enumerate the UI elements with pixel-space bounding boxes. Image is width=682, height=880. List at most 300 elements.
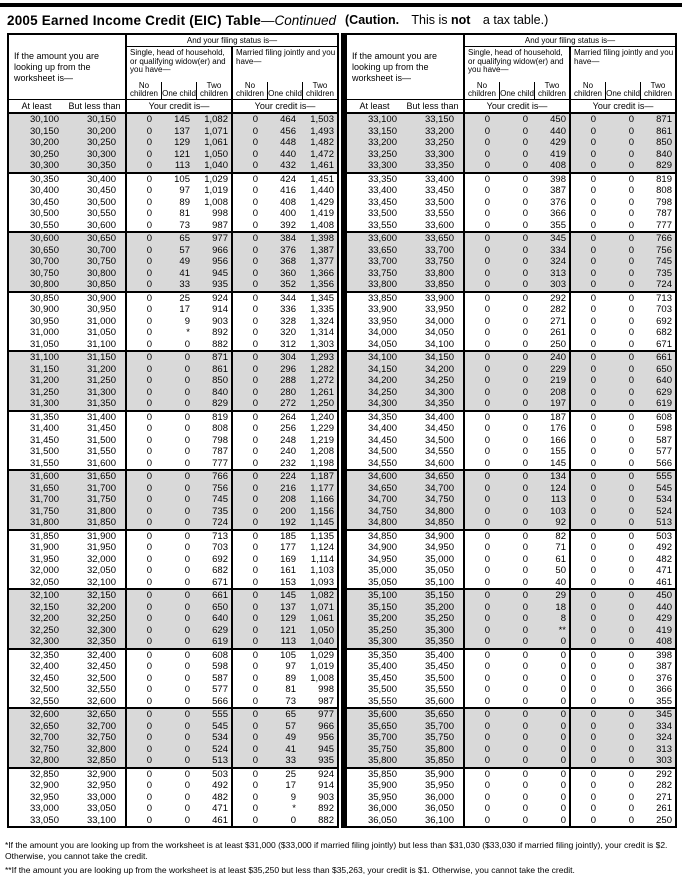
- table-row: [9, 423, 337, 435]
- table-cell: 272: [280, 398, 296, 409]
- table-cell: 33,600: [424, 219, 454, 231]
- table-cell: 31,450: [86, 423, 116, 434]
- table-cell: 35,600: [424, 695, 454, 707]
- table-cell: 1,408: [310, 219, 334, 231]
- table-cell: 0: [522, 636, 528, 647]
- table-cell: 0: [560, 780, 566, 791]
- table-cell: 32,250: [86, 613, 116, 624]
- table-cell: 376: [656, 672, 672, 684]
- table-cell: 0: [463, 435, 499, 447]
- table-cell: 29: [555, 590, 566, 601]
- your-credit-label: Your credit is—: [231, 100, 337, 112]
- table-cell: 0: [463, 565, 499, 577]
- table-cell: 545: [656, 482, 672, 494]
- table-cell: 0: [628, 457, 634, 469]
- table-cell: 0: [463, 208, 499, 220]
- table-cell: 31,600: [86, 457, 116, 469]
- table-cell: 0: [522, 743, 528, 755]
- table-cell: 0: [125, 245, 161, 257]
- table-cell: 31,550: [29, 457, 59, 469]
- table-row: [347, 304, 675, 316]
- table-cell: 1,240: [310, 411, 334, 423]
- married-group-header: Married filing jointly and you have— No children One child Two children: [231, 47, 337, 99]
- table-cell: 30,550: [29, 219, 59, 231]
- table-row: [347, 435, 675, 447]
- table-cell: 32,700: [29, 732, 59, 743]
- table-row: [347, 755, 675, 767]
- table-cell: 0: [628, 434, 634, 446]
- table-row: [9, 160, 337, 172]
- table-cell: 0: [125, 650, 161, 662]
- table-cell: 0: [463, 769, 499, 781]
- table-cell: 1,040: [204, 160, 228, 171]
- table-cell: 216: [280, 482, 296, 494]
- table-cell: 0: [522, 446, 528, 457]
- table-cell: 0: [231, 590, 267, 602]
- row-group: [347, 410, 675, 470]
- table-cell: 0: [231, 696, 267, 708]
- row-group: [9, 648, 337, 708]
- table-cell: 0: [184, 624, 190, 636]
- table-cell: 1,050: [204, 148, 228, 160]
- table-cell: 30,950: [86, 304, 116, 315]
- table-cell: 145: [280, 590, 296, 601]
- table-row: [9, 364, 337, 376]
- table-cell: 32,800: [86, 743, 116, 755]
- subheader-row: [347, 99, 675, 114]
- table-cell: 513: [212, 755, 228, 766]
- table-cell: 0: [231, 220, 267, 232]
- table-cell: 0: [463, 446, 499, 458]
- table-cell: 0: [463, 531, 499, 543]
- table-cell: 30,400: [29, 185, 59, 196]
- table-cell: 945: [212, 267, 228, 279]
- table-cell: 945: [318, 743, 334, 755]
- table-cell: 0: [628, 423, 634, 434]
- table-cell: 31,200: [29, 375, 59, 386]
- table-cell: 345: [550, 233, 566, 244]
- table-cell: 34,450: [424, 423, 454, 434]
- table-cell: 0: [463, 577, 499, 589]
- table-cell: 0: [569, 506, 605, 518]
- your-credit-label: Your credit is—: [463, 100, 569, 112]
- table-cell: 0: [560, 672, 566, 684]
- table-cell: 0: [125, 517, 161, 529]
- table-cell: 0: [231, 208, 267, 220]
- table-cell: 33,400: [367, 185, 397, 196]
- row-group: [347, 588, 675, 648]
- table-cell: 0: [125, 233, 161, 245]
- table-cell: 724: [656, 279, 672, 290]
- table-cell: 861: [656, 125, 672, 137]
- table-cell: 0: [569, 220, 605, 232]
- table-cell: 32,750: [29, 743, 59, 755]
- table-cell: 0: [628, 601, 634, 613]
- table-cell: 1,124: [310, 542, 334, 553]
- table-cell: 33,100: [367, 114, 397, 125]
- table-cell: 324: [656, 732, 672, 743]
- table-cell: 0: [522, 768, 528, 780]
- table-cell: 31,250: [29, 386, 59, 398]
- table-cell: 0: [231, 531, 267, 543]
- table-cell: 30,650: [86, 233, 116, 244]
- table-cell: 35,600: [367, 709, 397, 720]
- table-cell: 0: [231, 387, 267, 399]
- table-cell: 0: [628, 590, 634, 601]
- table-cell: 0: [463, 412, 499, 424]
- table-cell: 387: [550, 185, 566, 196]
- table-row: [347, 220, 675, 232]
- table-row: [347, 565, 675, 577]
- table-cell: 82: [555, 530, 566, 542]
- table-cell: 31,500: [86, 434, 116, 446]
- table-cell: 587: [212, 672, 228, 684]
- table-cell: 30,800: [29, 279, 59, 290]
- table-cell: 33,300: [424, 148, 454, 160]
- table-cell: 71: [555, 542, 566, 553]
- table-cell: 0: [628, 576, 634, 588]
- table-cell: 352: [280, 279, 296, 290]
- table-cell: 324: [550, 256, 566, 267]
- table-cell: 0: [522, 233, 528, 244]
- table-cell: 0: [522, 695, 528, 707]
- col-header-no-children: No children: [573, 81, 602, 98]
- table-cell: 0: [463, 160, 499, 172]
- table-cell: 0: [463, 245, 499, 257]
- table-cell: 0: [522, 684, 528, 695]
- table-cell: 0: [125, 446, 161, 458]
- table-cell: 0: [522, 803, 528, 814]
- table-cell: 0: [522, 208, 528, 219]
- table-cell: 32,450: [29, 672, 59, 684]
- table-cell: 0: [125, 174, 161, 186]
- table-cell: 261: [656, 803, 672, 814]
- table-cell: 661: [656, 352, 672, 363]
- table-cell: 34,800: [367, 517, 397, 528]
- table-row: [9, 565, 337, 577]
- table-cell: 31,750: [29, 505, 59, 517]
- table-cell: 0: [628, 185, 634, 196]
- table-cell: 1,198: [310, 457, 334, 469]
- table-cell: 0: [569, 732, 605, 744]
- single-group-header: Single, head of household, or qualifying widow(er) and you have— No children One child Two children: [465, 47, 569, 99]
- table-cell: 524: [212, 743, 228, 755]
- table-cell: 1,082: [204, 114, 228, 125]
- table-cell: 34,100: [367, 352, 397, 363]
- table-row: [9, 279, 337, 291]
- table-cell: 232: [280, 457, 296, 469]
- table-cell: 0: [522, 590, 528, 601]
- table-cell: 703: [656, 304, 672, 315]
- table-cell: 34,050: [367, 338, 397, 350]
- table-cell: 32,550: [29, 695, 59, 707]
- table-cell: 34,200: [367, 375, 397, 386]
- table-row: [9, 577, 337, 589]
- table-cell: 31,450: [29, 434, 59, 446]
- table-cell: 0: [463, 352, 499, 364]
- table-cell: 0: [125, 471, 161, 483]
- table-cell: 0: [628, 375, 634, 386]
- table-cell: 31,700: [86, 482, 116, 494]
- table-cell: 177: [280, 542, 296, 553]
- table-cell: 0: [231, 684, 267, 696]
- table-cell: 33,000: [29, 803, 59, 814]
- table-cell: 0: [628, 338, 634, 350]
- table-cell: 35,400: [367, 661, 397, 672]
- table-cell: 360: [280, 267, 296, 279]
- table-cell: 0: [125, 339, 161, 351]
- table-cell: 0: [628, 780, 634, 791]
- table-cell: 398: [656, 649, 672, 661]
- table-cell: 0: [628, 125, 634, 137]
- table-cell: 0: [522, 196, 528, 208]
- table-cell: 31,500: [29, 446, 59, 457]
- table-cell: 0: [231, 149, 267, 161]
- table-cell: 0: [560, 636, 566, 647]
- table-row: [347, 160, 675, 172]
- table-cell: 0: [569, 304, 605, 316]
- table-cell: 1,114: [310, 553, 334, 565]
- table-cell: 0: [125, 494, 161, 506]
- table-cell: 31,700: [29, 494, 59, 505]
- table-cell: 0: [522, 219, 528, 231]
- table-cell: 1,071: [204, 125, 228, 137]
- table-cell: 0: [184, 684, 190, 695]
- table-cell: 977: [212, 233, 228, 244]
- table-cell: 30,250: [86, 137, 116, 148]
- table-cell: 0: [628, 386, 634, 398]
- table-cell: 0: [125, 483, 161, 495]
- table-cell: 0: [560, 814, 566, 826]
- table-cell: 0: [569, 458, 605, 470]
- table-cell: 0: [125, 732, 161, 744]
- table-cell: 32,000: [86, 553, 116, 565]
- table-cell: 0: [463, 590, 499, 602]
- table-cell: 966: [212, 244, 228, 256]
- table-row: [347, 208, 675, 220]
- table-cell: 31,350: [86, 398, 116, 409]
- table-cell: 35,050: [424, 565, 454, 576]
- table-cell: 0: [569, 483, 605, 495]
- table-cell: 640: [212, 613, 228, 624]
- table-cell: 34,700: [367, 494, 397, 505]
- table-cell: 0: [184, 791, 190, 803]
- table-cell: 0: [569, 755, 605, 767]
- table-cell: 0: [231, 339, 267, 351]
- table-cell: 756: [656, 244, 672, 256]
- table-cell: 134: [550, 471, 566, 482]
- table-cell: 0: [569, 412, 605, 424]
- table-cell: 32,900: [29, 780, 59, 791]
- table-cell: 0: [290, 814, 296, 826]
- table-cell: 0: [463, 780, 499, 792]
- table-cell: 32,600: [29, 709, 59, 720]
- table-cell: 0: [569, 471, 605, 483]
- row-group: [9, 707, 337, 767]
- table-cell: 34,750: [367, 505, 397, 517]
- table-cell: 33,850: [367, 292, 397, 304]
- table-row: [9, 316, 337, 328]
- table-cell: 432: [280, 160, 296, 171]
- table-row: [347, 554, 675, 566]
- table-cell: 248: [280, 434, 296, 446]
- table-cell: 0: [628, 672, 634, 684]
- table-cell: 31,850: [29, 530, 59, 542]
- table-cell: 1,461: [310, 160, 334, 171]
- table-cell: 0: [463, 554, 499, 566]
- table-row: [9, 815, 337, 827]
- table-header-right: [347, 35, 675, 99]
- table-cell: 0: [231, 304, 267, 316]
- table-row: [9, 625, 337, 637]
- table-cell: 0: [463, 316, 499, 328]
- table-cell: 534: [212, 732, 228, 743]
- table-cell: 33,450: [424, 185, 454, 196]
- table-cell: 0: [522, 279, 528, 290]
- table-cell: 0: [560, 803, 566, 814]
- married-group-header: Married filing jointly and you have— No children One child Two children: [569, 47, 675, 99]
- table-row: [347, 494, 675, 506]
- table-cell: 31,000: [86, 315, 116, 327]
- table-row: [347, 185, 675, 197]
- your-credit-label: Your credit is—: [569, 100, 675, 112]
- table-cell: 33,300: [367, 160, 397, 171]
- table-cell: 671: [656, 338, 672, 350]
- table-cell: 0: [522, 791, 528, 803]
- table-cell: 703: [212, 542, 228, 553]
- table-cell: 0: [628, 542, 634, 553]
- table-cell: 1,303: [310, 338, 334, 350]
- table-cell: 35,200: [367, 613, 397, 624]
- table-cell: 0: [463, 483, 499, 495]
- table-cell: 30,900: [86, 292, 116, 304]
- table-cell: 555: [656, 471, 672, 482]
- table-cell: 0: [231, 673, 267, 685]
- table-cell: 0: [569, 542, 605, 554]
- table-cell: 0: [231, 364, 267, 376]
- table-cell: 31,650: [29, 482, 59, 494]
- table-cell: 0: [125, 256, 161, 268]
- table-cell: 113: [280, 636, 296, 647]
- table-cell: 32,350: [29, 649, 59, 661]
- table-cell: 0: [628, 446, 634, 457]
- table-row: [347, 458, 675, 470]
- table-cell: 0: [231, 174, 267, 186]
- table-row: [347, 744, 675, 756]
- table-cell: 1,451: [310, 173, 334, 185]
- table-cell: 448: [280, 137, 296, 148]
- table-cell: 0: [125, 721, 161, 733]
- table-cell: 0: [125, 673, 161, 685]
- table-cell: 0: [569, 293, 605, 305]
- table-cell: 977: [318, 709, 334, 720]
- table-cell: 0: [125, 602, 161, 614]
- table-cell: 0: [522, 494, 528, 505]
- table-cell: 513: [656, 517, 672, 528]
- table-cell: 619: [212, 636, 228, 647]
- table-row: [9, 517, 337, 529]
- table-cell: 545: [212, 720, 228, 732]
- table-cell: 0: [125, 684, 161, 696]
- table-cell: 0: [628, 505, 634, 517]
- filing-status-label: And your filing status is—: [127, 35, 337, 47]
- table-row: [9, 602, 337, 614]
- row-group: [347, 172, 675, 232]
- table-row: [347, 506, 675, 518]
- table-cell: 0: [125, 398, 161, 410]
- table-cell: 608: [212, 649, 228, 661]
- table-cell: 113: [174, 160, 190, 171]
- table-cell: 35,200: [424, 601, 454, 613]
- row-group: [347, 707, 675, 767]
- table-cell: 408: [656, 636, 672, 647]
- table-cell: 0: [628, 208, 634, 219]
- table-cell: 0: [522, 672, 528, 684]
- table-cell: 0: [125, 815, 161, 827]
- table-cell: 31,900: [29, 542, 59, 553]
- table-cell: 334: [550, 244, 566, 256]
- table-cell: 0: [560, 709, 566, 720]
- table-cell: 629: [656, 386, 672, 398]
- table-cell: 30,750: [29, 267, 59, 279]
- table-cell: 0: [569, 494, 605, 506]
- table-cell: 0: [463, 803, 499, 815]
- table-cell: 0: [184, 590, 190, 601]
- table-cell: 0: [569, 744, 605, 756]
- table-cell: 0: [569, 364, 605, 376]
- table-cell: 30,500: [29, 208, 59, 219]
- table-cell: 1,061: [204, 137, 228, 148]
- table-cell: 850: [212, 375, 228, 386]
- table-cell: 692: [656, 315, 672, 327]
- table-cell: 0: [463, 293, 499, 305]
- table-cell: 0: [125, 197, 161, 209]
- table-cell: 33,200: [367, 137, 397, 148]
- table-cell: 32,300: [29, 636, 59, 647]
- table-cell: 0: [125, 565, 161, 577]
- table-row: [347, 815, 675, 827]
- table-cell: 49: [179, 256, 190, 267]
- table-cell: 0: [569, 565, 605, 577]
- table-cell: 33,550: [367, 219, 397, 231]
- table-cell: 0: [569, 517, 605, 529]
- table-cell: 30,700: [29, 256, 59, 267]
- table-cell: 36,000: [367, 803, 397, 814]
- table-cell: 34,950: [367, 553, 397, 565]
- table-cell: 0: [125, 364, 161, 376]
- table-cell: 35,300: [367, 636, 397, 647]
- table-cell: 735: [212, 505, 228, 517]
- table-cell: 0: [522, 601, 528, 613]
- table-cell: 34,900: [424, 530, 454, 542]
- table-cell: 197: [550, 398, 566, 409]
- table-row: [9, 446, 337, 458]
- table-cell: 492: [656, 542, 672, 553]
- table-row: [347, 625, 675, 637]
- table-cell: 0: [125, 185, 161, 197]
- table-cell: 0: [628, 565, 634, 576]
- table-cell: 0: [560, 720, 566, 732]
- table-row: [347, 650, 675, 662]
- table-cell: 0: [463, 517, 499, 529]
- table-cell: 0: [125, 220, 161, 232]
- table-cell: 0: [184, 457, 190, 469]
- table-cell: 105: [174, 173, 190, 185]
- table-cell: 1,177: [310, 482, 334, 494]
- table-cell: 0: [463, 542, 499, 554]
- row-group: [347, 648, 675, 708]
- table-cell: 32,650: [29, 720, 59, 732]
